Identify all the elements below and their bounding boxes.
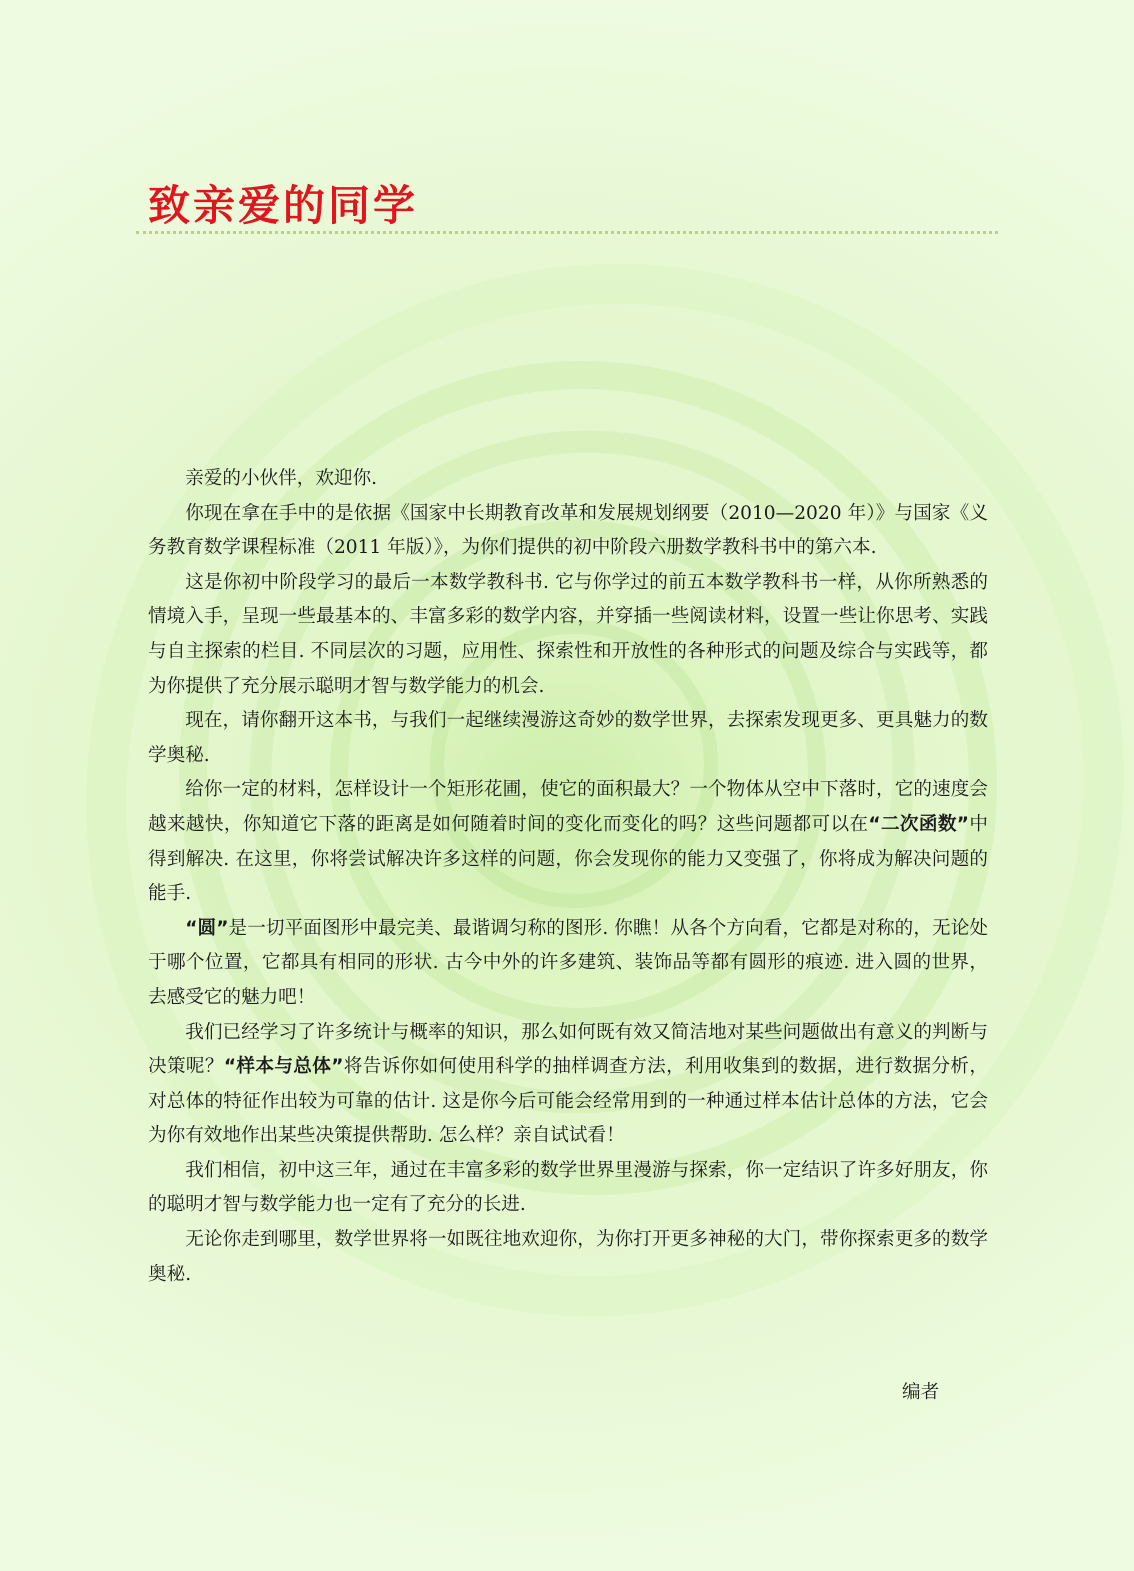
paragraph — [148, 773, 988, 911]
paragraph: 现在，请你翻开这本书，与我们一起继续漫游这奇妙的数学世界，去探索发现更多、更具魅力的数学奥秘. — [148, 710, 988, 766]
title-divider — [136, 231, 998, 234]
chapter-name: “圆” — [185, 917, 229, 939]
chapter-name: “样本与总体” — [223, 1056, 344, 1078]
paragraph: 你现在拿在手中的是依据《国家中长期教育改革和发展规划纲要（2010—2020 年）》与国家《义务教育数学课程标准（2011 年版）》，为你们提供的初中阶段六册数学教科书中的第六本. — [148, 502, 988, 559]
paragraph: 无论你走到哪里，数学世界将一如既往地欢迎你，为你打开更多神秘的大门，带你探索更多的数学奥秘. — [148, 1229, 988, 1285]
paragraph: 这是你初中阶段学习的最后一本数学教科书. 它与你学过的前五本数学教科书一样，从你所熟悉的情境入手，呈现一些最基本的、丰富多彩的数学内容，并穿插一些阅读材料，设置一些让你思考、实践与自主探索的栏目. 不同层次的习题，应用性、探索性和开放性的各种形式的问题及综合与实践等，都为你提供了充分展示聪明才智与数学能力的机会. — [148, 571, 988, 697]
paragraph: 我们相信，初中这三年，通过在丰富多彩的数学世界里漫游与探索，你一定结识了许多好朋友，你的聪明才智与数学能力也一定有了充分的长进. — [148, 1159, 988, 1216]
page-title: 致亲爱的同学 — [148, 181, 419, 230]
paragraph-text: 将告诉你如何使用科学的抽样调查方法，利用收集到的数据，进行数据分析，对总体的特征作出较为可靠的估计. 这是你今后可能会经常用到的一种通过样本估计总体的方法，它会为你有效地作出某些决策提供帮助. 怎么样？亲自试试看！ — [148, 1056, 988, 1147]
letter-body — [148, 462, 988, 1292]
paragraph-text: 中得到解决. 在这里，你将尝试解决许多这样的问题，你会发现你的能力又变强了，你将成为解决问题的能手. — [148, 813, 988, 905]
paragraph: 亲爱的小伙伴，欢迎你. — [185, 468, 378, 489]
paragraph-text: 给你一定的材料，怎样设计一个矩形花圃，使它的面积最大？一个物体从空中下落时，它的速度会越来越快，你知道它下落的距离是如何随着时间的变化而变化的吗？这些问题都可以在 — [148, 779, 988, 835]
paragraph-text: 我们已经学习了许多统计与概率的知识，那么如何既有效又简洁地对某些问题做出有意义的判断与决策呢？ — [148, 1021, 988, 1078]
signature: 编者 — [902, 1382, 940, 1403]
paragraph-text: 是一切平面图形中最完美、最谐调匀称的图形. 你瞧！从各个方向看，它都是对称的，无论处于哪个位置，它都具有相同的形状. 古今中外的许多建筑、装饰品等都有圆形的痕迹. 进入圆的世界，去感受它的魅力吧！ — [148, 917, 988, 1008]
paragraph — [148, 912, 988, 1016]
chapter-name: “二次函数” — [868, 813, 970, 835]
paragraph — [148, 1016, 988, 1154]
